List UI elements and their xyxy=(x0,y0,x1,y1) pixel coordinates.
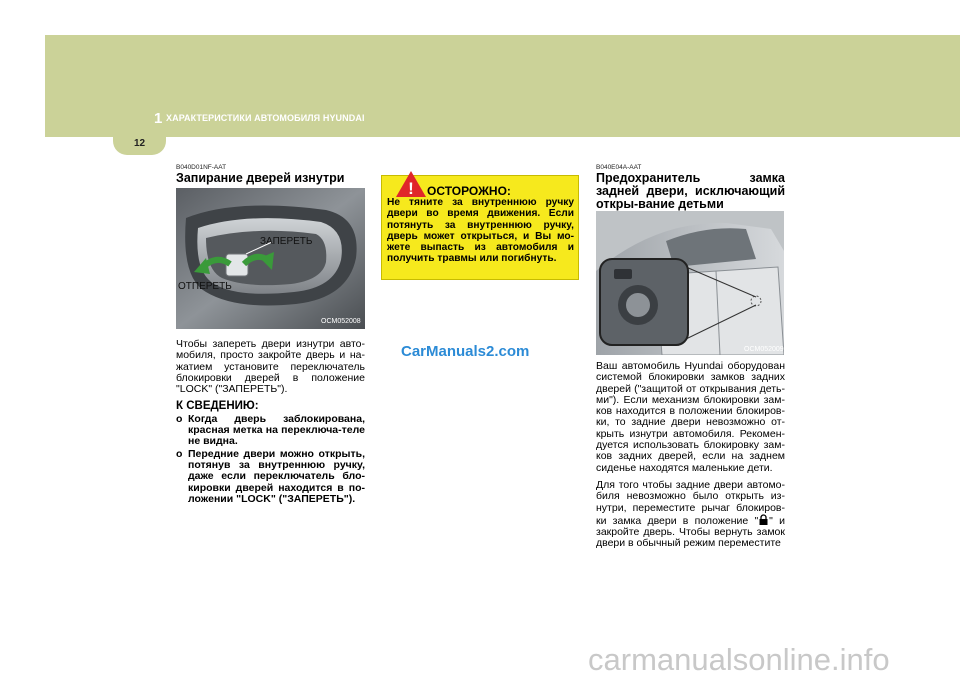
section-title-left: Запирание дверей изнутри xyxy=(176,171,345,185)
page-number-tab xyxy=(113,136,166,155)
chapter-number: 1 xyxy=(154,110,163,127)
section-title-right: Предохранитель замка задней двери, исключающий откры-вание детьми xyxy=(596,171,785,211)
right-paragraph-2-part1: Для того чтобы задние двери автомо-биля невозможно было открыть из-нутри, переместите рычаг блокиров-ки замка двери в положение " xyxy=(596,478,785,527)
image-code-right: OCM052009 xyxy=(744,346,784,353)
left-paragraph: Чтобы запереть двери изнутри авто-мобиля, просто закройте дверь и на-жатием установите переключатель блокировки дверей в положение "LOCK" ("ЗАПЕРЕТЬ"). xyxy=(176,338,365,396)
image-code-left: OCM052008 xyxy=(321,318,361,325)
warning-icon-glyph: ! xyxy=(408,179,414,198)
note-bullet: о xyxy=(176,447,183,460)
section-code-left: B040D01NF-AAT xyxy=(176,164,227,171)
door-handle-illustration xyxy=(176,188,365,329)
note-item xyxy=(176,414,365,448)
right-paragraph-2 xyxy=(596,480,785,550)
right-body xyxy=(596,361,785,556)
right-paragraph-1: Ваш автомобиль Hyundai оборудован системой блокировки замков задних дверей ("защитой от открывания деть-ми"). Если механизм блокировки зам-ков находится в положении блокиров-ки, то задние двери невозможно от-крыть изнутри автомобиля. Рекомен-дуется использовать блокировку зам-ков задних дверей, если на заднем сиденье находятся маленькие дети. xyxy=(596,360,785,474)
warning-icon xyxy=(395,170,427,198)
left-body xyxy=(176,339,365,505)
chapter-title: ХАРАКТЕРИСТИКИ АВТОМОБИЛЯ HYUNDAI xyxy=(166,113,365,123)
page-number: 12 xyxy=(133,138,146,149)
label-unlock: ОТПЕРЕТЬ xyxy=(178,281,232,292)
watermark-link[interactable]: CarManuals2.com xyxy=(401,343,530,360)
warning-box xyxy=(381,175,579,280)
rear-door-photo xyxy=(596,211,784,355)
warning-title: ОСТОРОЖНО: xyxy=(427,184,511,198)
right-paragraph-2-part2: " и закройте дверь. Чтобы вернуть замок двери в обычный режим переместите xyxy=(596,514,785,550)
label-lock: ЗАПЕРЕТЬ xyxy=(260,236,313,247)
warning-text: Не тяните за внутреннюю ручку двери во время движения. Если потянуть за внутреннюю ручку, дверь может открыться, и Вы мо-жете выпасть из автомобиля и получить травмы или погибнуть. xyxy=(387,197,574,265)
note-bullet: о xyxy=(176,412,183,425)
note-item xyxy=(176,449,365,505)
note-text: Передние двери можно открыть, потянув за внутреннюю ручку, даже если переключатель бло-кировки дверей находится в по-ложении "LOCK" ("ЗАПЕРЕТЬ"). xyxy=(188,447,365,505)
rear-door-illustration xyxy=(596,211,784,355)
section-code-right: B040E04A-AAT xyxy=(596,164,642,171)
lock-icon xyxy=(758,514,769,525)
note-text: Когда дверь заблокирована, красная метка на переключа-теле не видна. xyxy=(188,412,365,448)
note-title: К СВЕДЕНИЮ: xyxy=(176,400,259,413)
footer-watermark: carmanualsonline.info xyxy=(588,642,890,677)
door-handle-photo xyxy=(176,188,365,329)
